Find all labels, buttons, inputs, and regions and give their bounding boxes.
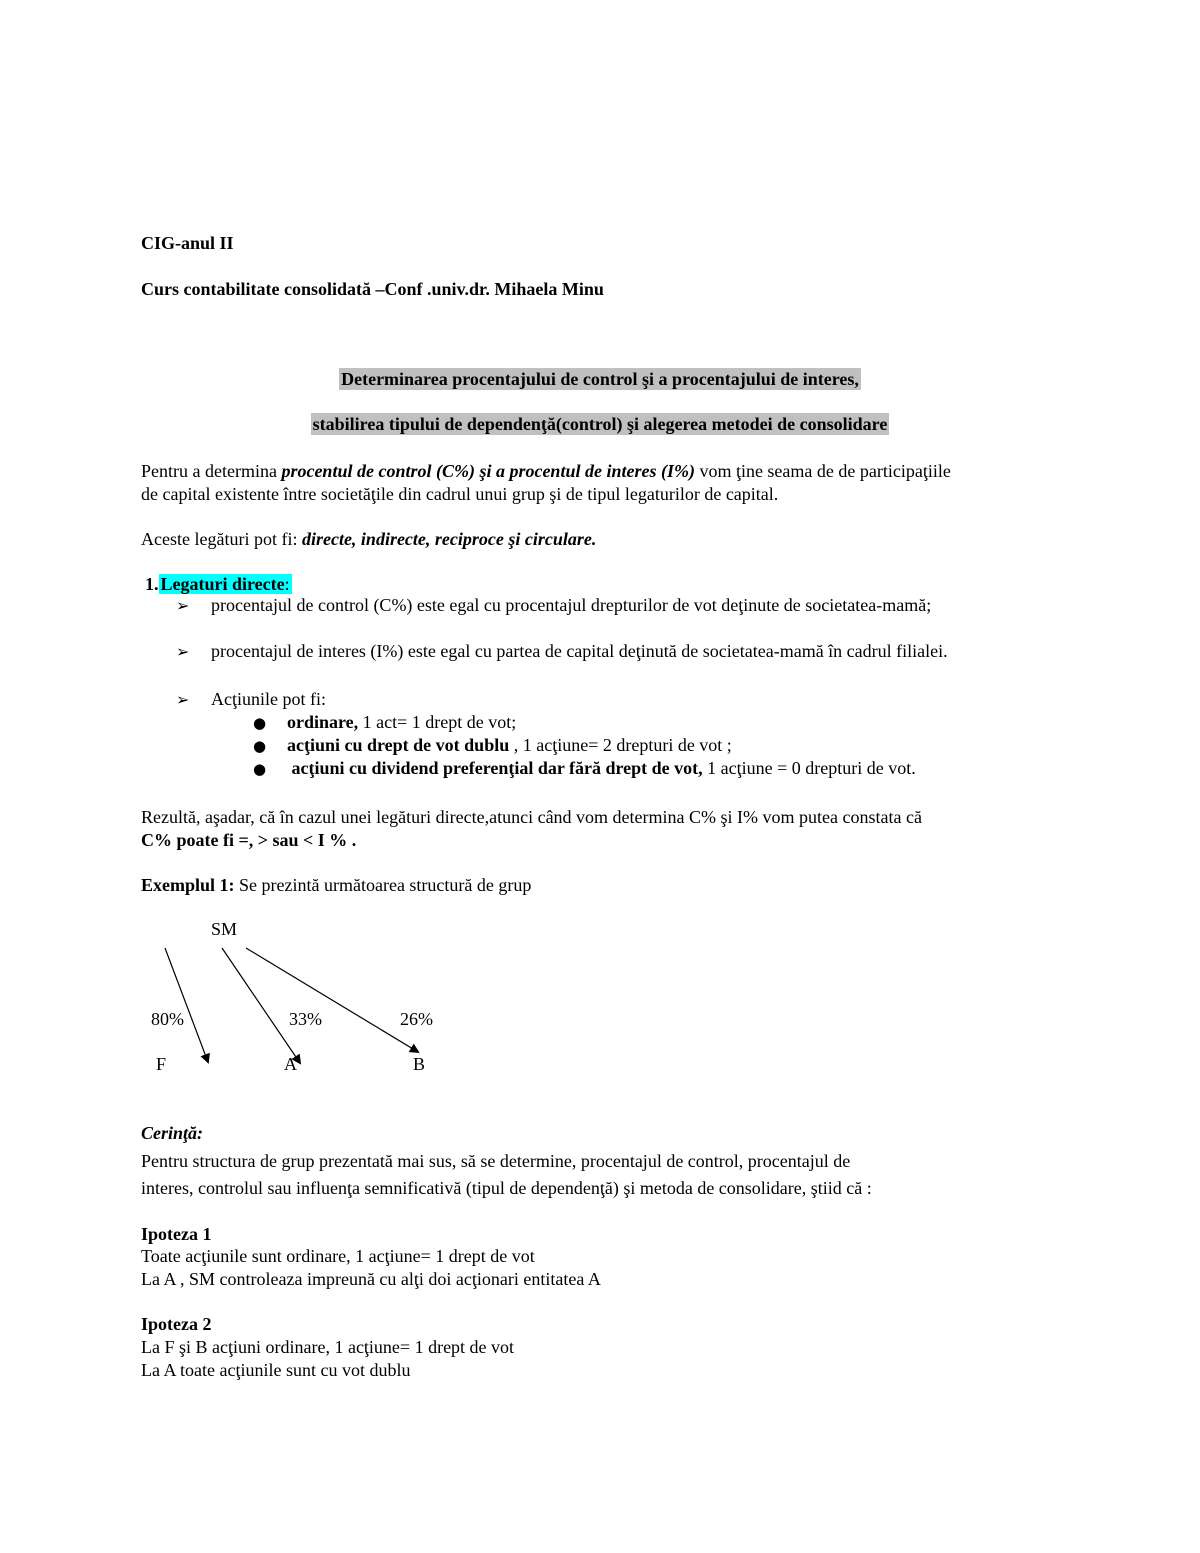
node-a: A bbox=[284, 1054, 297, 1074]
percent-f: 80% bbox=[151, 1009, 184, 1029]
intro-paragraph-line-1: Pentru a determina procentul de control (C%) şi a procentul de interes (I%) vom ţine seama de de participaţiile bbox=[141, 461, 951, 481]
sub-list-item: ● acţiuni cu drept de vot dublu , 1 acţiune= 2 drepturi de vot ; bbox=[253, 734, 732, 758]
sub-list-item: ● ordinare, 1 act= 1 drept de vot; bbox=[253, 711, 516, 735]
title-line-1: Determinarea procentajului de control şi a procentajului de interes, bbox=[341, 369, 859, 389]
result-line-1: Rezultă, aşadar, că în cazul unei legături directe,atunci când vom determina C% şi I% vom putea constata că bbox=[141, 807, 922, 827]
node-sm: SM bbox=[211, 919, 238, 939]
title-line-2: stabilirea tipului de dependenţă(control) şi alegerea metodei de consolidare bbox=[312, 414, 888, 434]
links-paragraph: Aceste legături pot fi: directe, indirecte, reciproce şi circulare. bbox=[141, 529, 597, 549]
list-item: ➢ Acţiunile pot fi: bbox=[176, 689, 326, 709]
hypothesis-1-title: Ipoteza 1 bbox=[141, 1224, 212, 1244]
percent-b: 26% bbox=[400, 1009, 433, 1029]
arrow-sm-to-f bbox=[165, 948, 208, 1062]
hypothesis-2-title: Ipoteza 2 bbox=[141, 1314, 212, 1334]
task-label: Cerinţă: bbox=[141, 1123, 204, 1143]
sub-list-item: ● acţiuni cu dividend preferenţial dar fără drept de vot, 1 acţiune = 0 drepturi de vot. bbox=[253, 757, 916, 781]
round-bullet-icon: ● bbox=[253, 737, 267, 755]
section-1-heading: 1. Legaturi directe: bbox=[145, 574, 290, 594]
course-title: Curs contabilitate consolidată –Conf .univ.dr. Mihaela Minu bbox=[141, 279, 604, 299]
node-b: B bbox=[413, 1054, 426, 1074]
hypothesis-2-line: La F şi B acţiuni ordinare, 1 acţiune= 1 drept de vot bbox=[141, 1337, 515, 1357]
percent-a: 33% bbox=[289, 1009, 322, 1029]
arrow-sm-to-b bbox=[246, 948, 418, 1052]
result-line-2: C% poate fi =, > sau < I % . bbox=[141, 830, 357, 850]
round-bullet-icon: ● bbox=[253, 760, 267, 778]
arrow-sm-to-a bbox=[222, 948, 300, 1063]
hypothesis-1-line: La A , SM controleaza impreună cu alţi doi acţionari entitatea A bbox=[141, 1269, 601, 1289]
arrowhead-bullet-icon: ➢ bbox=[176, 690, 190, 709]
hypothesis-1-line: Toate acţiunile sunt ordinare, 1 acţiune= 1 drept de vot bbox=[141, 1246, 535, 1266]
task-line-2: interes, controlul sau influenţa semnificativă (tipul de dependenţă) şi metoda de consolidare, ştiid că : bbox=[141, 1178, 872, 1198]
round-bullet-icon: ● bbox=[253, 714, 267, 732]
task-line-1: Pentru structura de grup prezentată mai sus, să se determine, procentajul de control, procentajul de bbox=[141, 1151, 851, 1171]
node-f: F bbox=[156, 1054, 167, 1074]
arrowhead-bullet-icon: ➢ bbox=[176, 642, 190, 661]
intro-paragraph-line-2: de capital existente între societăţile din cadrul unui grup şi de tipul legaturilor de capital. bbox=[141, 484, 779, 504]
list-item: ➢ procentajul de control (C%) este egal cu procentajul drepturilor de vot deţinute de societatea-mamă; bbox=[176, 595, 932, 615]
course-year: CIG-anul II bbox=[141, 233, 234, 253]
arrowhead-bullet-icon: ➢ bbox=[176, 596, 190, 615]
example-line: Exemplul 1: Se prezintă următoarea structură de grup bbox=[141, 875, 532, 895]
hypothesis-2-line: La A toate acţiunile sunt cu vot dublu bbox=[141, 1360, 411, 1380]
list-item: ➢ procentajul de interes (I%) este egal cu partea de capital deţinută de societatea-mamă în cadrul filialei. bbox=[176, 641, 948, 661]
